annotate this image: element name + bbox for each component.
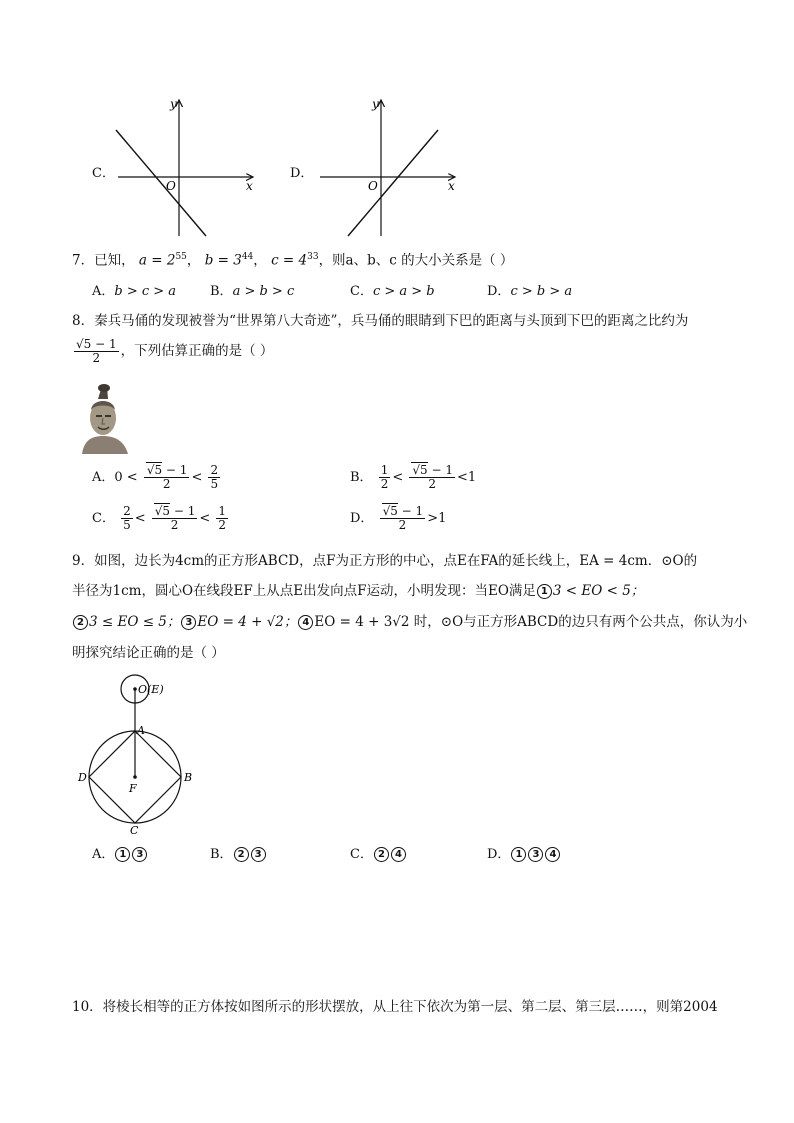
q9-stem-line1: 9．如图，边长为4cm的正方形ABCD，点F为正方形的中心，点E在FA的延长线上，EA = 4cm．⊙O的: [72, 553, 698, 569]
q8-option-c[interactable]: C． $\frac{2}{5}$ < $\frac{√5 - 1}{2}$ < $\frac{1}{2}$: [92, 504, 227, 532]
q9-stem-line4: 明探究结论正确的是（ ）: [72, 645, 225, 661]
q6-graph-c: [110, 96, 260, 238]
q8-option-d[interactable]: D． $\frac{√5 - 1}{2}$ >1: [350, 504, 447, 532]
q9-option-d[interactable]: [487, 843, 561, 862]
circled-3: 3: [528, 847, 543, 862]
q9-stem-line2: [72, 581, 644, 601]
q7-d-text: c > b > a: [510, 284, 573, 299]
fig-label-d: D: [78, 771, 87, 784]
circled-1: 1: [511, 847, 526, 862]
q8-b-label: B．: [350, 470, 373, 485]
q7-option-b[interactable]: [210, 280, 294, 299]
circled-4: 4: [545, 847, 560, 862]
q8-c-label: C．: [92, 511, 115, 526]
q9-d-label: D．: [487, 847, 511, 862]
q9-line2-text: 半径为1cm，圆心O在线段EF上从点E出发向点F运动，小明发现：当EO满足: [72, 583, 536, 599]
q7-a-label: A．: [92, 284, 115, 299]
q7-d-label: D．: [487, 284, 511, 299]
q8-d-label: D．: [350, 511, 374, 526]
q7-b-def: b = 3: [204, 252, 242, 269]
circled-3: 3: [251, 847, 266, 862]
q6-option-c-label: C．: [92, 166, 115, 181]
q9-cond3: EO = 4 + √2；: [197, 614, 298, 630]
q7-option-d[interactable]: [487, 280, 572, 299]
q8-line2-suffix: ，下列估算正确的是（ ）: [120, 343, 274, 359]
q6d-y-label: y: [372, 97, 379, 111]
q6-option-d[interactable]: [290, 162, 313, 181]
q7-suffix: ，则a、b、c 的大小关系是（ ）: [318, 252, 514, 269]
circled-2: 2: [374, 847, 389, 862]
q7-a-exp: 55: [175, 252, 187, 262]
circled-3: 3: [132, 847, 147, 862]
q8-option-a[interactable]: A．0 < $\frac{√5 - 1}{2}$ < $\frac{2}{5}$: [92, 463, 219, 491]
q7-c-exp: 33: [307, 252, 319, 262]
fig-label-b: B: [184, 771, 193, 784]
circled-4: 4: [298, 615, 313, 630]
q9-stem-line3: [72, 612, 747, 632]
q7-option-c[interactable]: [350, 280, 435, 299]
q9-option-a[interactable]: [92, 843, 148, 862]
q7-a-def: a = 2: [138, 252, 176, 269]
circled-1: 1: [537, 584, 552, 599]
q7-prefix: 7．已知，: [72, 252, 135, 269]
q7-c-label: C．: [350, 284, 373, 299]
q7-b-exp: 44: [241, 252, 254, 262]
fig-label-f: F: [129, 782, 137, 795]
q7-option-a[interactable]: [92, 280, 176, 299]
q9-figure: [74, 668, 204, 836]
q7-stem: 7．已知， $a = 2^{55}$， $b = 3^{44}$， $c = 4^{33}$，则a、b、c 的大小关系是（ ）: [72, 252, 514, 269]
fig-label-c: C: [130, 824, 139, 836]
q6d-x-label: x: [448, 179, 455, 193]
circled-2: 2: [73, 615, 88, 630]
q9-cond4: EO = 4 + 3√2 时，⊙O与正方形ABCD的边只有两个公共点，你认为小: [314, 614, 748, 630]
q8-stem-line1: 8．秦兵马俑的发现被誉为“世界第八大奇迹”，兵马俑的眼睛到下巴的距离与头顶到下巴的距离之比约为: [72, 313, 689, 329]
q8-option-b[interactable]: B． $\frac{1}{2}$ < $\frac{√5 - 1}{2}$ <1: [350, 463, 477, 491]
circled-2: 2: [234, 847, 249, 862]
q6-graph-d: [312, 96, 462, 238]
q9-b-label: B．: [210, 847, 233, 862]
q9-option-c[interactable]: [350, 843, 407, 862]
q8-ratio-frac: [74, 338, 119, 365]
q8-stem-line2: [72, 338, 273, 365]
q7-c-def: c = 4: [271, 252, 308, 269]
circled-3: 3: [181, 615, 196, 630]
q6c-origin-label: O: [166, 179, 176, 193]
q10-stem-line1: 10．将棱长相等的正方体按如图所示的形状摆放，从上往下依次为第一层、第二层、第三层……，则第2004: [72, 999, 718, 1015]
fig-label-a: A: [137, 724, 145, 737]
q9-a-label: A．: [92, 847, 115, 862]
circled-4: 4: [391, 847, 406, 862]
q7-b-text: a > b > c: [232, 284, 295, 299]
q7-b-label: B．: [210, 284, 233, 299]
q7-c-text: c > a > b: [372, 284, 435, 299]
q6c-x-label: x: [246, 179, 253, 193]
q6d-origin-label: O: [368, 179, 378, 193]
q9-c-label: C．: [350, 847, 373, 862]
terracotta-warrior-image: [74, 382, 132, 454]
q6-option-d-label: D．: [290, 166, 314, 181]
q6c-y-label: y: [170, 97, 177, 111]
q9-cond2: 3 ≤ EO ≤ 5；: [89, 614, 181, 630]
q9-cond1: 3 < EO < 5；: [552, 583, 645, 599]
q8-a-label: A．: [92, 470, 115, 485]
fig-label-o: O(E): [138, 683, 164, 696]
q8-frac-den: 2: [92, 351, 101, 365]
q7-a-text: b > c > a: [114, 284, 177, 299]
q8-frac-num: √5 − 1: [76, 337, 117, 351]
circled-1: 1: [115, 847, 130, 862]
q9-option-b[interactable]: [210, 843, 267, 862]
